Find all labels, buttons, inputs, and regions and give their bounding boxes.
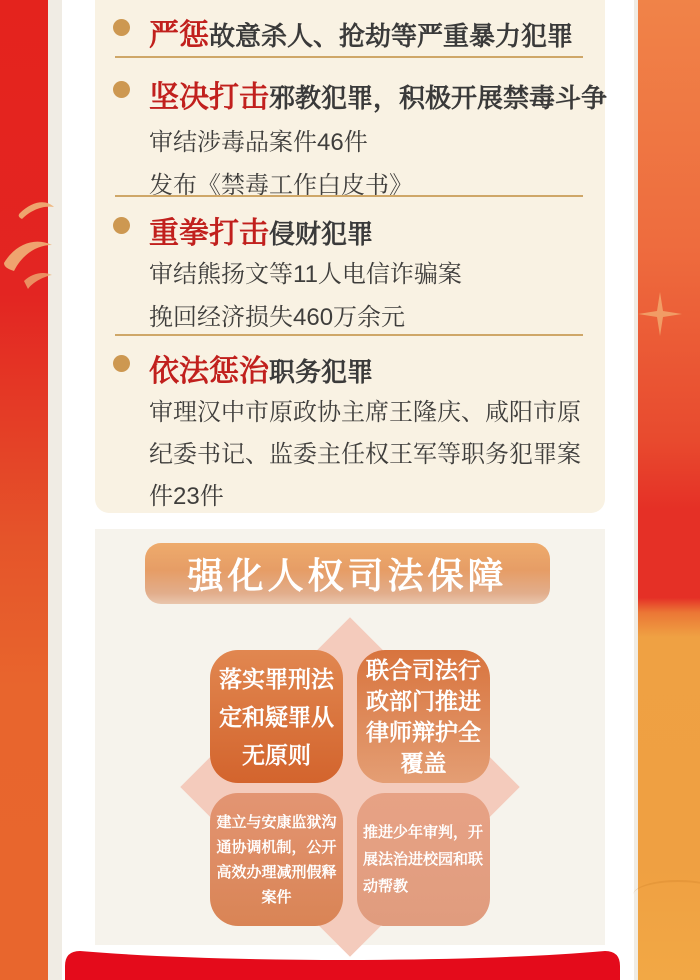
headline-text: 邪教犯罪，积极开展禁毒斗争 (269, 83, 608, 113)
phoenix-icon (2, 185, 56, 305)
bullet-icon (113, 355, 130, 372)
sparkle-icon (638, 292, 682, 336)
card-top-right: 联合司法行政部门推进律师辩护全覆盖 (357, 650, 490, 783)
item-detail: 审结涉毒品案件46件 (149, 129, 368, 156)
list-item-headline (149, 72, 607, 116)
section-banner-title: 强化人权司法保障 (145, 543, 550, 604)
crime-list-panel (95, 0, 608, 513)
item-detail: 发布《禁毒工作白皮书》 (149, 172, 413, 199)
item-detail: 挽回经济损失460万余元 (149, 304, 406, 331)
headline-text: 职务犯罪 (269, 357, 374, 387)
card-bottom-right: 推进少年审判，开展法治进校园和联动帮教 (357, 793, 490, 926)
headline-highlight: 重拳打击 (149, 217, 269, 250)
list-item-headline (149, 346, 373, 390)
headline-highlight: 坚决打击 (149, 81, 269, 114)
headline-highlight: 依法惩治 (149, 355, 269, 388)
human-rights-section (95, 529, 605, 945)
list-item-headline (149, 10, 573, 54)
left-background-band (0, 0, 48, 980)
bullet-icon (113, 81, 130, 98)
headline-highlight: 严惩 (149, 19, 209, 52)
divider (115, 195, 583, 197)
bottom-bar-decoration (60, 944, 630, 980)
item-detail: 审结熊扬文等11人电信诈骗案 (149, 261, 462, 288)
list-item-headline (149, 208, 373, 252)
item-detail: 审理汉中市原政协主席王隆庆、咸阳市原纪委书记、监委主任权王军等职务犯罪案件23件 (149, 399, 581, 510)
card-top-left: 落实罪刑法定和疑罪从无原则 (210, 650, 343, 783)
headline-text: 故意杀人、抢劫等严重暴力犯罪 (209, 21, 574, 51)
left-page-edge (48, 0, 62, 980)
card-bottom-left: 建立与安康监狱沟通协调机制，公开高效办理减刑假释案件 (210, 793, 343, 926)
divider (115, 334, 583, 336)
headline-text: 侵财犯罪 (269, 219, 374, 249)
bullet-icon (113, 217, 130, 234)
divider (115, 56, 583, 58)
bullet-icon (113, 19, 130, 36)
right-background-band (638, 0, 700, 980)
